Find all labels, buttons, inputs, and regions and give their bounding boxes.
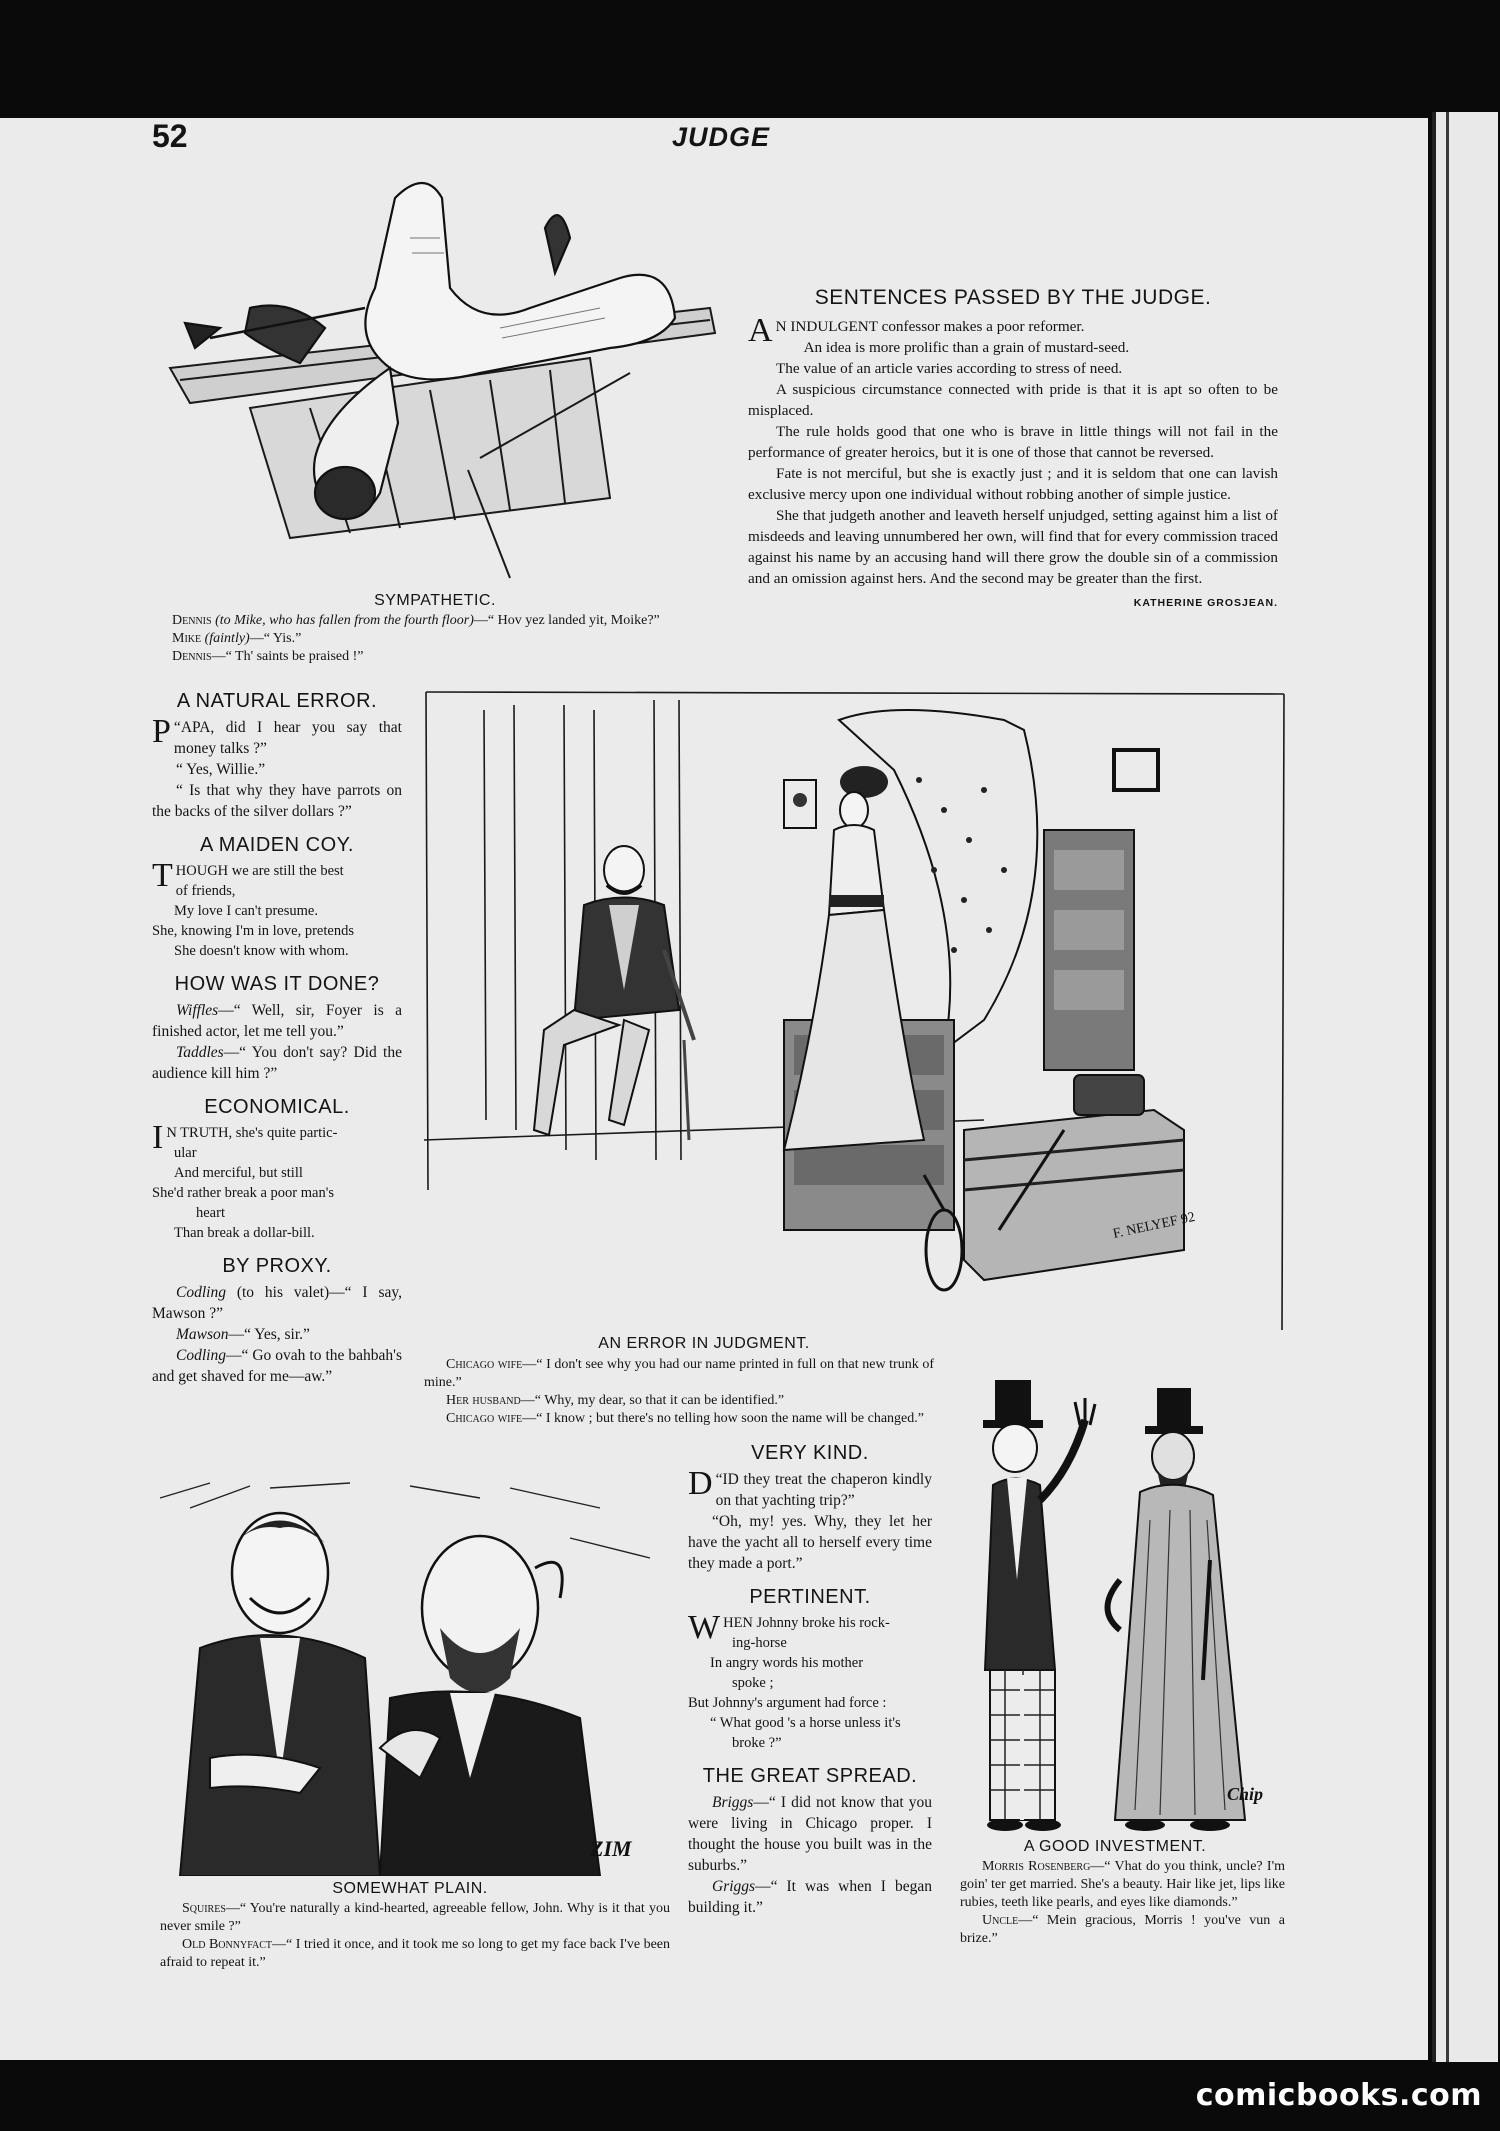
speaker: Old Bonnyfact xyxy=(182,1937,273,1952)
sentences-article: SENTENCES PASSED BY THE JUDGE. A N INDULGENT confessor makes a poor reformer. An idea is more prolific than a grain of mustard-seed. The value of an article varies according to stress of need. A suspicious circumstance connected with pride is that it is apt so often to be misplaced. The rule holds good that one who is brave in little things will not fail in the performance of greater heroics, but it is one of those that cannot be reversed. Fate is not merciful, but she is exactly just ; and it is seldom that one can lavish exclusive mercy upon one individual without robbing another of simple justice. She that judgeth another and leaveth herself unjudged, setting against him a list of misdeeds and leaving unnumbered her own, will find that for every commission traced against his name by an accusing hand will there grow the double sin of a commission and an omission against hers. And the second may be greater than the first. KATHERINE GROSJEAN. xyxy=(748,286,1278,609)
speaker: Uncle xyxy=(982,1913,1019,1928)
natural-error-piece: A NATURAL ERROR. “ P APA, did I hear you say that money talks ?” “ Yes, Willie.” “ Is that why they have parrots on the backs of the silver dollars ?” xyxy=(152,690,402,820)
trunk xyxy=(964,1075,1184,1280)
speaker: Griggs xyxy=(712,1878,756,1895)
great-spread-piece: THE GREAT SPREAD. Briggs—“ I did not know that you were living in Chicago proper. I thought the house you built was in the suburbs.” Griggs—“ It was when I began building it.” xyxy=(688,1765,932,1916)
illustration-signature: F. NELYEF 92 xyxy=(1111,1209,1197,1242)
sympathetic-caption: SYMPATHETIC. xyxy=(374,592,496,609)
speaker: Mike xyxy=(172,631,202,646)
drop-cap: D xyxy=(688,1465,713,1502)
sympathetic-dialogue: Dennis (to Mike, who has fallen from the fourth floor)—“ Hov yez landed yit, Moike?” Mike (faintly)—“ Yis.” Dennis—“ Th' saints be praised !” xyxy=(172,613,660,664)
standing-wife xyxy=(784,766,924,1150)
speaker: Squires xyxy=(182,1901,226,1916)
speaker: Morris Rosenberg xyxy=(982,1859,1091,1874)
sentences-title: SENTENCES PASSED BY THE JUDGE. xyxy=(814,286,1212,309)
speaker: Dennis xyxy=(172,613,212,628)
speaker: Chicago wife xyxy=(446,1357,523,1372)
drop-cap: T xyxy=(152,857,173,894)
drop-cap: A xyxy=(748,312,773,349)
good-investment-illustration xyxy=(945,1380,1285,1840)
page-number: 52 xyxy=(152,118,188,154)
by-proxy-piece: BY PROXY. Codling (to his valet)—“ I say, Mawson ?” Mawson—“ Yes, sir.” Codling—“ Go ovah to the bahbah's and get shaved for me—aw.” xyxy=(152,1255,402,1385)
how-was-it-done-piece: HOW WAS IT DONE? Wiffles—“ Well, sir, Foyer is a finished actor, let me tell you.” Taddles—“ You don't say? Did the audience kill him ?” xyxy=(152,973,402,1082)
somewhat-plain-dialogue: Squires—“ You're naturally a kind-hearted, agreeable fellow, John. Why is it that you never smile ?” Old Bonnyfact—“ I tried it once, and it took me so long to get my face back I've been afraid to repeat it.” xyxy=(160,1901,670,1970)
watermark: comicbooks.com xyxy=(1195,2078,1482,2113)
illustration-signature: Chip xyxy=(1227,1784,1264,1804)
somewhat-plain-caption: SOMEWHAT PLAIN. xyxy=(332,1880,488,1897)
speaker: Wiffles xyxy=(176,1002,219,1019)
chest-of-drawers xyxy=(1044,830,1134,1070)
smiling-man xyxy=(180,1513,380,1876)
speaker: Codling xyxy=(176,1347,226,1364)
very-kind-piece: VERY KIND. “ D ID they treat the chaperon kindly on that yachting trip?” “Oh, my! yes. Why, they let her have the yacht all to herself every time they made a port.” xyxy=(688,1442,932,1572)
seated-husband xyxy=(534,846,694,1140)
maiden-coy-piece: A MAIDEN COY. THOUGH we are still the best of friends, My love I can't presume. She, knowing I'm in love, pretends She doesn't know with whom. xyxy=(152,834,354,959)
uncle-figure xyxy=(1108,1388,1246,1831)
drop-cap: W xyxy=(688,1609,721,1646)
frowning-old-man xyxy=(380,1536,600,1876)
speaker: Mawson xyxy=(176,1326,229,1343)
speaker: Her husband xyxy=(446,1393,521,1408)
drop-cap: P xyxy=(152,713,171,750)
illustration-signature: ZIM xyxy=(590,1836,632,1861)
somewhat-plain-illustration xyxy=(150,1478,670,1876)
morris-figure xyxy=(983,1380,1095,1831)
speaker: Briggs xyxy=(712,1794,754,1811)
economical-piece: ECONOMICAL. I N TRUTH, she's quite partic- ular And merciful, but still She'd rather break a poor man's heart Than break a dollar-bill. xyxy=(152,1096,350,1241)
good-investment-dialogue: Morris Rosenberg—“ Vhat do you think, uncle? I'm goin' ter get married. She's a beauty. Hair like jet, lips like rubies, teeth like pearls, and eyes like diamonds.” Uncle—“ Mein gracious, Morris ! you've vun a brize.” xyxy=(960,1859,1285,1946)
wall-frame xyxy=(1114,750,1158,790)
sympathetic-illustration xyxy=(150,158,720,586)
speaker: Taddles xyxy=(176,1044,224,1061)
error-in-judgment-dialogue: Chicago wife—“ I don't see why you had our name printed in full on that new trunk of mine.” Her husband—“ Why, my dear, so that it can be identified.” Chicago wife—“ I know ; but there's no telling how soon the name will be changed.” xyxy=(424,1357,934,1426)
middle-column xyxy=(688,1442,932,1918)
speaker: Codling xyxy=(176,1284,226,1301)
speaker: Chicago wife xyxy=(446,1411,523,1426)
speaker: Dennis xyxy=(172,649,212,664)
drop-cap: I xyxy=(152,1119,164,1156)
pertinent-piece: PERTINENT. WHEN Johnny broke his rock- ing-horse In angry words his mother spoke ; But Johnny's argument had force : “ What good 's a horse unless it's broke ?” xyxy=(688,1586,901,1751)
error-in-judgment-caption: AN ERROR IN JUDGMENT. xyxy=(598,1335,810,1352)
facing-page-edge xyxy=(1432,112,1498,2062)
left-column xyxy=(152,690,402,1387)
error-in-judgment-illustration xyxy=(424,690,1286,1330)
masthead: JUDGE xyxy=(672,122,771,152)
good-investment-caption: A GOOD INVESTMENT. xyxy=(1023,1838,1207,1855)
author-signature: KATHERINE GROSJEAN. xyxy=(1133,597,1278,609)
